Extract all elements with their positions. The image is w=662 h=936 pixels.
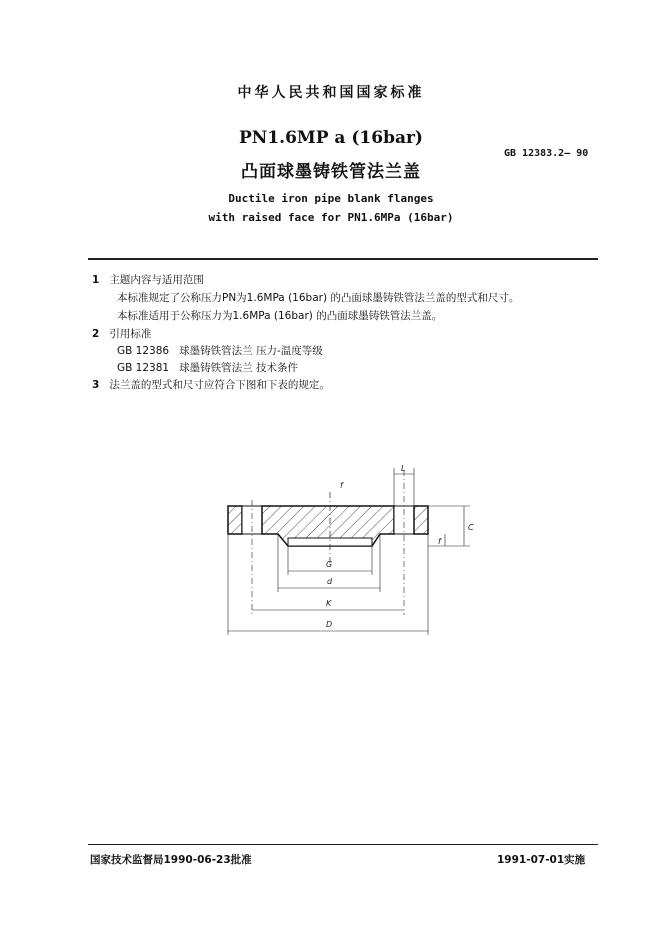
dim-label-f: f: [438, 537, 441, 546]
section-1-heading: 1 主题内容与适用范围: [92, 274, 204, 286]
flange-left-edge: [228, 506, 242, 534]
dim-label-C: C: [468, 523, 474, 532]
header-divider: [88, 258, 598, 260]
flange-right-edge: [414, 506, 428, 534]
standard-number: GB 12383.2— 90: [504, 148, 589, 159]
section-1-paragraph-1: 本标准规定了公称压力PN为1.6MPa (16bar) 的凸面球墨铸铁管法兰盖的型式和尺寸。: [117, 292, 520, 304]
dim-label-K: K: [326, 599, 332, 608]
english-title-line1: Ductile iron pipe blank flanges: [228, 192, 434, 205]
section-1-paragraph-2: 本标准适用于公称压力为1.6MPa (16bar) 的凸面球墨铸铁管法兰盖。: [117, 310, 443, 322]
dim-label-D: D: [326, 620, 333, 629]
dim-label-G: G: [326, 560, 333, 569]
footer-divider: [88, 844, 598, 845]
issuing-organization: 中华人民共和国国家标准: [237, 85, 425, 101]
flange-drawing: [200, 440, 500, 650]
title-pressure-rating: PN1.6MP a (16bar): [239, 128, 423, 148]
section-3-heading: 3 法兰盖的型式和尺寸应符合下图和下表的规定。: [92, 379, 330, 391]
english-title-line2: with raised face for PN1.6MPa (16bar): [208, 211, 454, 224]
approval-date: 国家技术监督局1990-06-23批准: [90, 854, 252, 866]
implementation-date: 1991-07-01实施: [497, 854, 586, 866]
section-2-heading: 2 引用标准: [92, 328, 152, 340]
surface-mark: f: [340, 481, 343, 490]
reference-item: GB 12386 球墨铸铁管法兰 压力-温度等级: [117, 345, 323, 357]
reference-item: GB 12381 球墨铸铁管法兰 技术条件: [117, 362, 298, 374]
title-chinese: 凸面球墨铸铁管法兰盖: [241, 162, 421, 182]
dim-label-d: d: [327, 577, 333, 586]
dim-label-L: L: [401, 464, 406, 473]
